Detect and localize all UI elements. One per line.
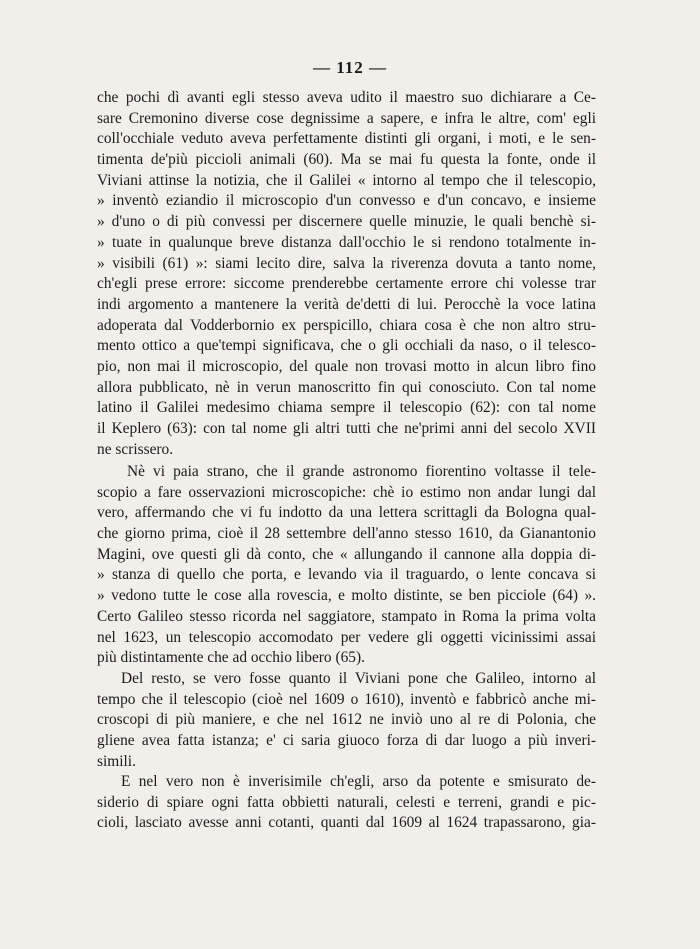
text-line: ne scrissero. <box>97 440 174 458</box>
text-line: simili. <box>97 752 136 770</box>
text-line: il Keplero (63): con tal nome gli altri tutti che ne'primi anni del secolo XVII <box>97 420 596 437</box>
text-line: adoperata dal Vodderbornio ex perspicillo, chiara cosa è che non altro stru- <box>97 316 596 334</box>
text-line: Nè vi paia strano, che il grande astronomo fiorentino voltasse il tele- <box>127 463 596 480</box>
text-line: Del resto, se vero fosse quanto il Viviani pone che Galileo, intorno al <box>121 670 596 687</box>
text-line: sare Cremonino diverse cose degnissime a sapere, e infra le altre, com' egli <box>97 109 596 127</box>
text-line: Certo Galileo stesso ricorda nel saggiatore, stampato in Roma la prima volta <box>97 607 596 625</box>
paragraph-4 <box>97 772 596 834</box>
text-line: E nel vero non è inverisimile ch'egli, arso da potente e smisurato de- <box>121 773 596 790</box>
text-line: scopio a fare osservazioni microscopiche: chè io estimo non andar lungi dal <box>97 483 596 501</box>
text-line: tempo che il telescopio (cioè nel 1609 o 1610), inventò e fabbricò anche mi- <box>97 690 596 708</box>
text-line: » visibili (61) »: siami lecito dire, salva la riverenza dovuta a tanto nome, <box>97 254 596 272</box>
text-line: che giorno prima, cioè il 28 settembre dell'anno stesso 1610, da Gianantonio <box>97 525 596 543</box>
text-line: » d'uno o di più convessi per discernere quelle minuzie, le quali benchè si- <box>97 213 596 231</box>
text-line: mento ottico a que'tempi significava, che o gli occhiali da naso, o il telesco- <box>97 337 596 355</box>
page-number: — 112 — <box>312 58 388 77</box>
text-line: coll'occhiale veduto aveva perfettamente distinti gli organi, i moti, e le sen- <box>97 130 596 148</box>
text-line: nel 1623, un telescopio accomodato per vedere gli oggetti vicinissimi assai <box>97 628 596 646</box>
text-line: pio, non mai il microscopio, del quale non trovasi motto in alcun libro fino <box>97 357 596 375</box>
text-line: vero, affermando che vi fu indotto da una lettera scrittagli da Bologna qual- <box>97 504 596 522</box>
text-line: timenta de'più piccioli animali (60). Ma se mai fu questa la fonte, onde il <box>97 151 596 169</box>
paragraph-1 <box>97 88 596 460</box>
text-line: siderio di spiare ogni fatta obbietti naturali, celesti e terreni, grandi e pic- <box>97 793 596 811</box>
text-line: » inventò eziandio il microscopio d'un convesso e d'un concavo, e insieme <box>97 192 596 210</box>
text-line: allora pubblicato, nè in verun manoscritto fin qui conosciuto. Con tal nome <box>97 378 596 396</box>
text-line: indi argomento a mantenere la verità de'detti di lui. Perocchè la voce latina <box>97 295 596 313</box>
paragraph-2 <box>97 462 596 669</box>
text-line: più distintamente che ad occhio libero (65). <box>97 649 365 667</box>
text-line: ch'egli prese errore: siccome prenderebbe certamente errore chi volesse trar <box>97 275 596 293</box>
text-line: Viviani attinse la notizia, che il Galilei « intorno al tempo che il telescopio, <box>97 171 596 189</box>
text-line: » tuate in qualunque breve distanza dall'occhio le si rendono totalmente in- <box>97 233 596 251</box>
text-line: latino il Galilei medesimo chiama sempre il telescopio (62): con tal nome <box>97 399 596 417</box>
paragraph-3 <box>97 669 596 772</box>
text-line: gliene avea fatta istanza; e' ci saria giuoco forza di dar luogo a più inveri- <box>97 732 596 750</box>
text-line: cioli, lasciato avesse anni cotanti, quanti dal 1609 al 1624 trapassarono, gia- <box>97 814 596 832</box>
text-line: che pochi dì avanti egli stesso aveva udito il maestro suo dichiarare a Ce- <box>97 89 596 106</box>
text-line: » vedono tutte le cose alla rovescia, e molto distinte, se ben picciole (64) ». <box>97 587 596 605</box>
text-line: » stanza di quello che porta, e levando via il traguardo, o lente concava si <box>97 566 596 584</box>
text-line: croscopi di più maniere, e che nel 1612 ne inviò uno al re di Polonia, che <box>97 711 596 729</box>
text-line: Magini, ove questi gli dà conto, che « allungando il cannone alla doppia di- <box>97 545 596 563</box>
